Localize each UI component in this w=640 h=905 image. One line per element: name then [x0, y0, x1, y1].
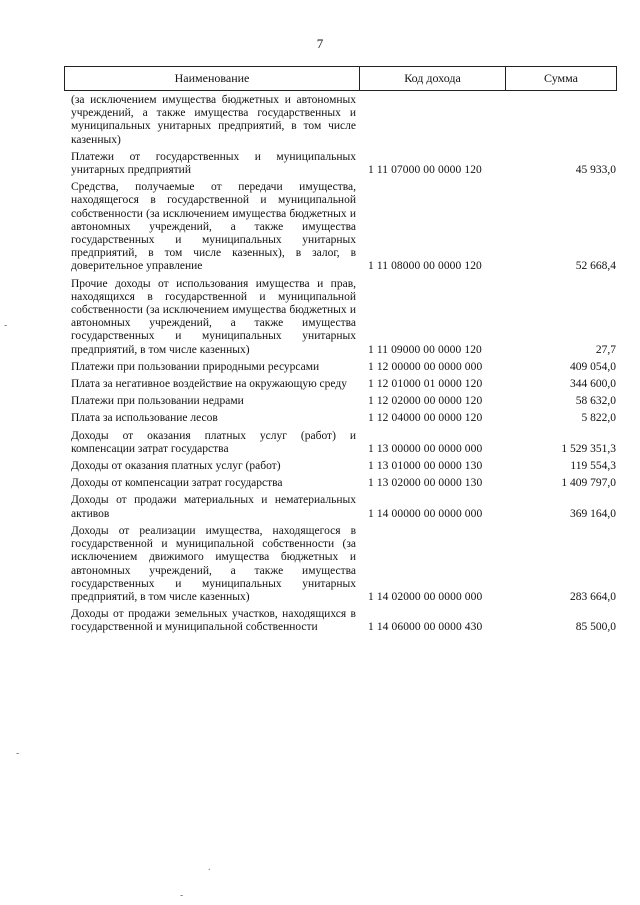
row-name: Доходы от продажи материальных и нематериальных активов — [71, 494, 356, 520]
row-name: Доходы от реализации имущества, находящегося в государственной и муниципальной собственности (за исключением движимого имущества бюджетных и автономных учреждений, а также имущества государственных и муниципальных унитарных предприятий, в том числе казенных) — [71, 524, 356, 603]
table-body — [64, 94, 617, 639]
scan-speck: - — [16, 748, 20, 759]
row-code: 1 12 04000 00 0000 120 — [368, 412, 483, 425]
row-code: 1 11 07000 00 0000 120 — [368, 164, 482, 177]
row-code: 1 13 00000 00 0000 000 — [368, 442, 483, 455]
row-code: 1 14 02000 00 0000 000 — [368, 590, 483, 603]
row-code: 1 12 02000 00 0000 120 — [368, 395, 483, 408]
table-row — [64, 151, 617, 177]
row-name: Плата за использование лесов — [71, 412, 218, 425]
row-code: 1 13 02000 00 0000 130 — [368, 477, 483, 490]
row-sum: 58 632,0 — [575, 395, 616, 408]
header-name: Наименование — [65, 67, 360, 90]
table-row — [64, 494, 617, 520]
page-number: 7 — [316, 36, 324, 51]
table-row — [64, 378, 617, 391]
row-name: Доходы от оказания платных услуг (работ) — [71, 460, 281, 473]
row-sum: 369 164,0 — [570, 507, 616, 520]
table-row — [64, 430, 617, 456]
row-code: 1 11 09000 00 0000 120 — [368, 343, 482, 356]
row-sum: 283 664,0 — [570, 590, 616, 603]
row-name: Прочие доходы от использования имущества и прав, находящихся в государственной и муниципальной собственности (за исключением имущества бюджетных и автономных учреждений, а также имущества государственных и муниципальных унитарных предприятий, в том числе казенных) — [71, 277, 356, 356]
row-sum: 27,7 — [595, 343, 616, 356]
table-row — [64, 278, 617, 357]
row-sum: 1 529 351,3 — [561, 442, 616, 455]
row-name: Доходы от продажи земельных участков, находящихся в государственной и муниципальной собственности — [71, 608, 356, 634]
row-code: 1 11 08000 00 0000 120 — [368, 260, 482, 273]
scan-speck: - — [180, 890, 184, 901]
row-name: Платежи при пользовании природными ресурсами — [71, 360, 320, 373]
table-header — [64, 66, 617, 91]
scan-speck: - — [4, 320, 8, 331]
header-sum: Сумма — [544, 71, 578, 85]
table-row — [64, 477, 617, 490]
row-name: (за исключением имущества бюджетных и автономных учреждений, а также имущества государственных и муниципальных унитарных предприятий, в том числе казенных) — [71, 94, 356, 146]
row-sum: 344 600,0 — [570, 378, 616, 391]
table-row — [64, 412, 617, 425]
table-row — [64, 525, 617, 604]
row-name: Платежи от государственных и муниципальных унитарных предприятий — [71, 150, 356, 177]
table-row — [64, 361, 617, 374]
row-sum: 52 668,4 — [575, 260, 616, 273]
row-name: Средства, получаемые от передачи имущества, находящегося в государственной и муниципальной собственности (за исключением имущества бюджетных и автономных учреждений, а также имущества государственных и муниципальных унитарных предприятий, в том числе казенных), в залог, в доверительное управление — [71, 181, 356, 273]
table-row — [64, 181, 617, 273]
table-row — [64, 460, 617, 473]
row-code: 1 14 00000 00 0000 000 — [368, 507, 483, 520]
row-code: 1 14 06000 00 0000 430 — [368, 621, 483, 634]
row-sum: 1 409 797,0 — [561, 477, 616, 490]
row-code: 1 12 00000 00 0000 000 — [368, 360, 483, 373]
row-code: 1 13 01000 00 0000 130 — [368, 460, 483, 473]
table-row — [64, 395, 617, 408]
row-name: Доходы от оказания платных услуг (работ) и компенсации затрат государства — [71, 429, 356, 455]
row-name: Платежи при пользовании недрами — [71, 395, 244, 408]
row-sum: 85 500,0 — [575, 621, 616, 634]
row-name: Плата за негативное воздействие на окружающую среду — [71, 378, 347, 391]
table-row — [64, 94, 617, 147]
row-name: Доходы от компенсации затрат государства — [71, 477, 283, 490]
row-sum: 5 822,0 — [581, 412, 616, 425]
row-sum: 409 054,0 — [570, 360, 616, 373]
row-code: 1 12 01000 01 0000 120 — [368, 378, 483, 391]
row-sum: 45 933,0 — [575, 164, 616, 177]
table-row — [64, 608, 617, 634]
row-sum: 119 554,3 — [570, 460, 616, 473]
scan-speck: . — [208, 862, 211, 873]
header-code: Код дохода — [360, 67, 506, 90]
